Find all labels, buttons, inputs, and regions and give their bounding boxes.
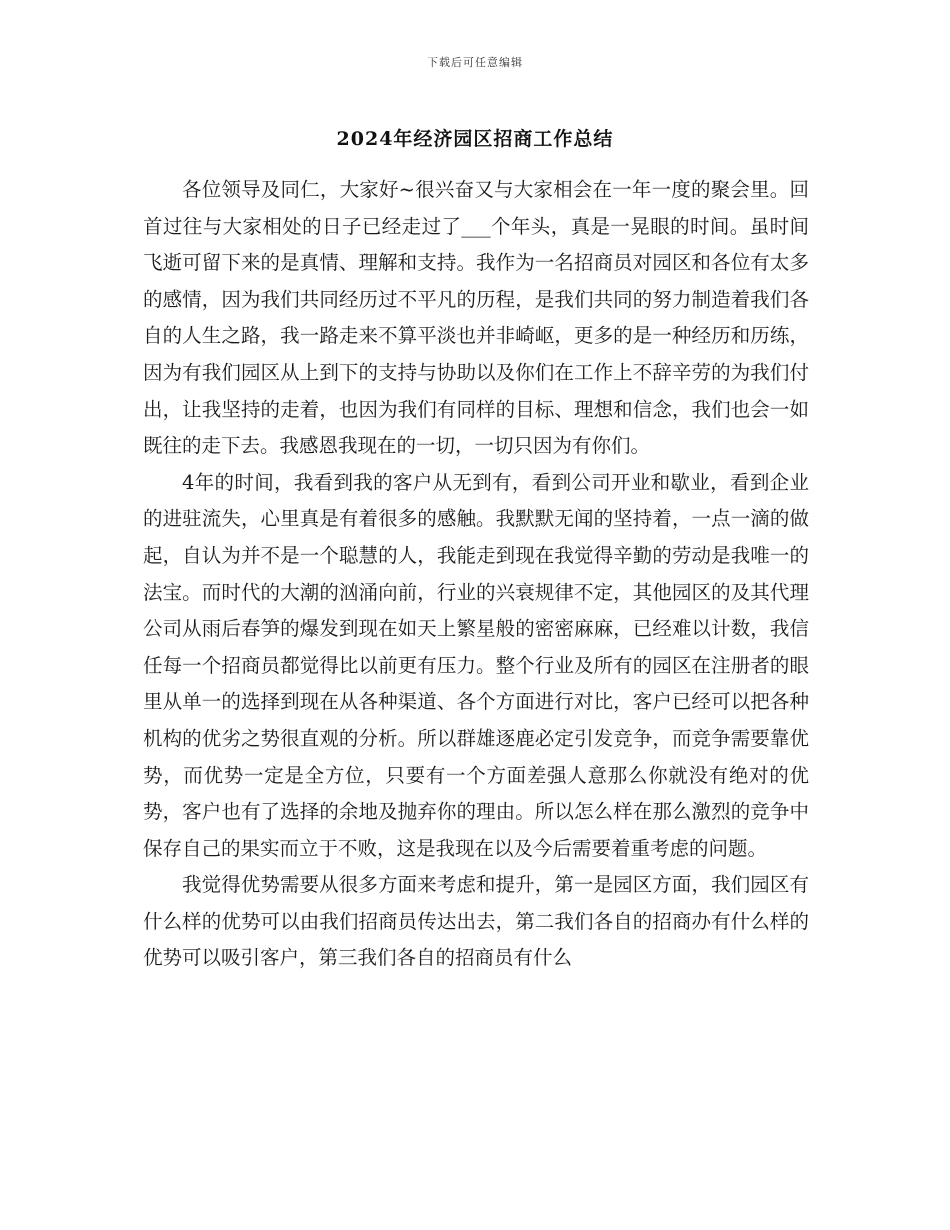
document-title: 2024年经济园区招商工作总结 — [336, 128, 614, 150]
header-note: 下载后可任意编辑 — [427, 56, 523, 69]
document-body — [143, 172, 809, 977]
paragraph: 4年的时间，我看到我的客户从无到有，看到公司开业和歇业，看到企业的进驻流失，心里真是有着很多的感触。我默默无闻的坚持着，一点一滴的做起，自认为并不是一个聪慧的人，我能走到现在我觉得辛勤的劳动是我唯一的法宝。而时代的大潮的汹涌向前，行业的兴衰规律不定，其他园区的及其代理公司从雨后春笋的爆发到现在如天上繁星般的密密麻麻，已经难以计数，我信任每一个招商员都觉得比以前更有压力。整个行业及所有的园区在注册者的眼里从单一的选择到现在从各种渠道、各个方面进行对比，客户已经可以把各种机构的优劣之势很直观的分析。所以群雄逐鹿必定引发竞争，而竞争需要靠优势，而优势一定是全方位，只要有一个方面差强人意那么你就没有绝对的优势，客户也有了选择的余地及抛弃你的理由。所以怎么样在那么激烈的竞争中保存自己的果实而立于不败，这是我现在以及今后需要着重考虑的问题。 — [143, 470, 809, 860]
paragraph: 我觉得优势需要从很多方面来考虑和提升，第一是园区方面，我们园区有什么样的优势可以由我们招商员传达出去，第二我们各自的招商办有什么样的优势可以吸引客户，第三我们各自的招商员有什么 — [143, 873, 809, 970]
paragraph: 各位领导及同仁，大家好~很兴奋又与大家相会在一年一度的聚会里。回首过往与大家相处的日子已经走过了___个年头，真是一晃眼的时间。虽时间飞逝可留下来的是真情、理解和支持。我作为一名招商员对园区和各位有太多的感情，因为我们共同经历过不平凡的历程，是我们共同的努力制造着我们各自的人生之路，我一路走来不算平淡也并非崎岖，更多的是一种经历和历练，因为有我们园区从上到下的支持与协助以及你们在工作上不辞辛劳的为我们付出，让我坚持的走着，也因为我们有同样的目标、理想和信念，我们也会一如既往的走下去。我感恩我现在的一切，一切只因为有你们。 — [143, 178, 809, 458]
